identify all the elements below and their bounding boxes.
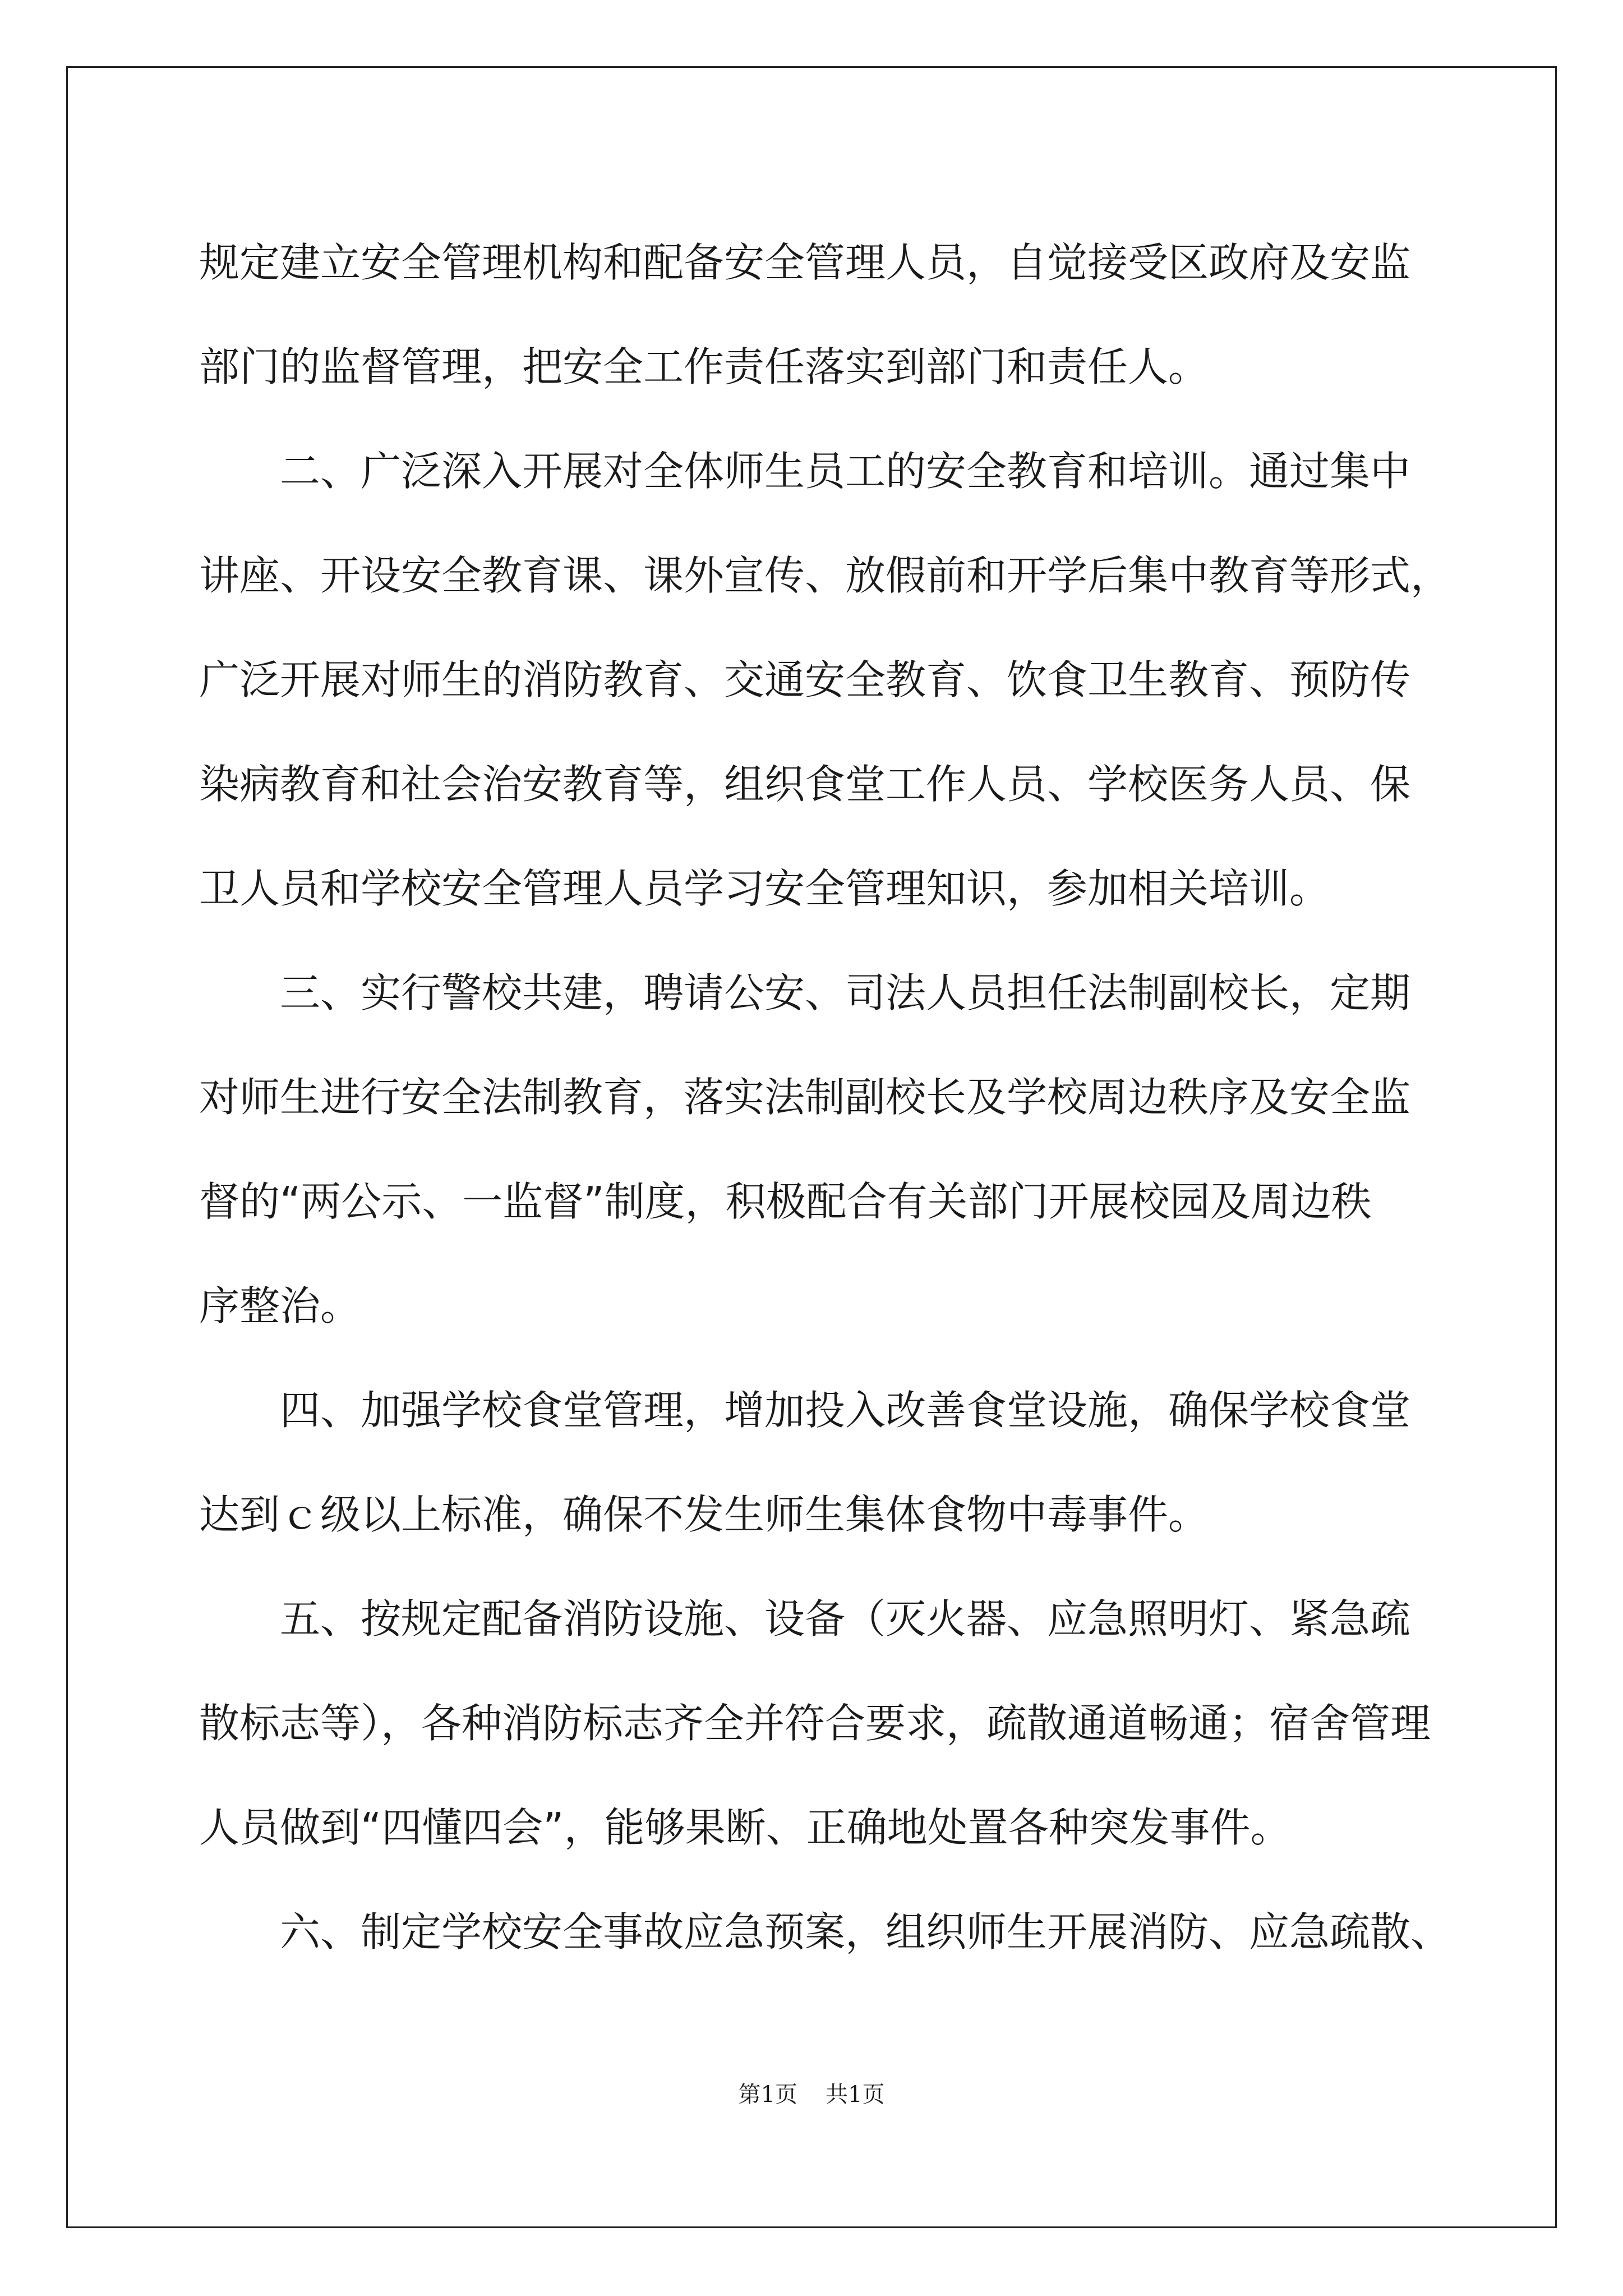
paragraph-start-line: 四、加强学校食堂管理，增加投入改善食堂设施，确保学校食堂 — [280, 1387, 1411, 1434]
text-line: 卫人员和学校安全管理人员学习安全管理知识，参加相关培训。 — [199, 865, 1330, 912]
text-line: 染病教育和社会治安教育等，组织食堂工作人员、学校医务人员、保 — [199, 761, 1411, 808]
text-line: 规定建立安全管理机构和配备安全管理人员，自觉接受区政府及安监 — [199, 239, 1411, 286]
page-number-total: 共1页 — [826, 2082, 885, 2108]
text-line: 达到ｃ级以上标准，确保不发生师生集体食物中毒事件。 — [199, 1491, 1209, 1538]
paragraph-start-line: 五、按规定配备消防设施、设备（灭火器、应急照明灯、紧急疏 — [280, 1595, 1411, 1642]
document-body — [199, 210, 1451, 1984]
text-line: 督的“两公示、一监督”制度，积极配合有关部门开展校园及周边秩 — [199, 1178, 1372, 1225]
text-line: 序整治。 — [199, 1282, 361, 1329]
text-line: 广泛开展对师生的消防教育、交通安全教育、饮食卫生教育、预防传 — [199, 656, 1411, 703]
text-line: 散标志等），各种消防标志齐全并符合要求，疏散通道畅通；宿舍管理 — [199, 1700, 1431, 1747]
page-footer — [0, 2078, 1623, 2111]
paragraph-start-line: 六、制定学校安全事故应急预案，组织师生开展消防、应急疏散、 — [280, 1908, 1451, 1955]
page-number-current: 第1页 — [738, 2082, 797, 2108]
paragraph-start-line: 三、实行警校共建，聘请公安、司法人员担任法制副校长，定期 — [280, 969, 1411, 1016]
text-line: 部门的监督管理，把安全工作责任落实到部门和责任人。 — [199, 343, 1209, 390]
text-line: 讲座、开设安全教育课、课外宣传、放假前和开学后集中教育等形式， — [199, 552, 1451, 599]
text-line: 人员做到“四懂四会”，能够果断、正确地处置各种突发事件。 — [199, 1804, 1291, 1851]
paragraph-start-line: 二、广泛深入开展对全体师生员工的安全教育和培训。通过集中 — [280, 448, 1411, 495]
text-line: 对师生进行安全法制教育，落实法制副校长及学校周边秩序及安全监 — [199, 1074, 1411, 1121]
